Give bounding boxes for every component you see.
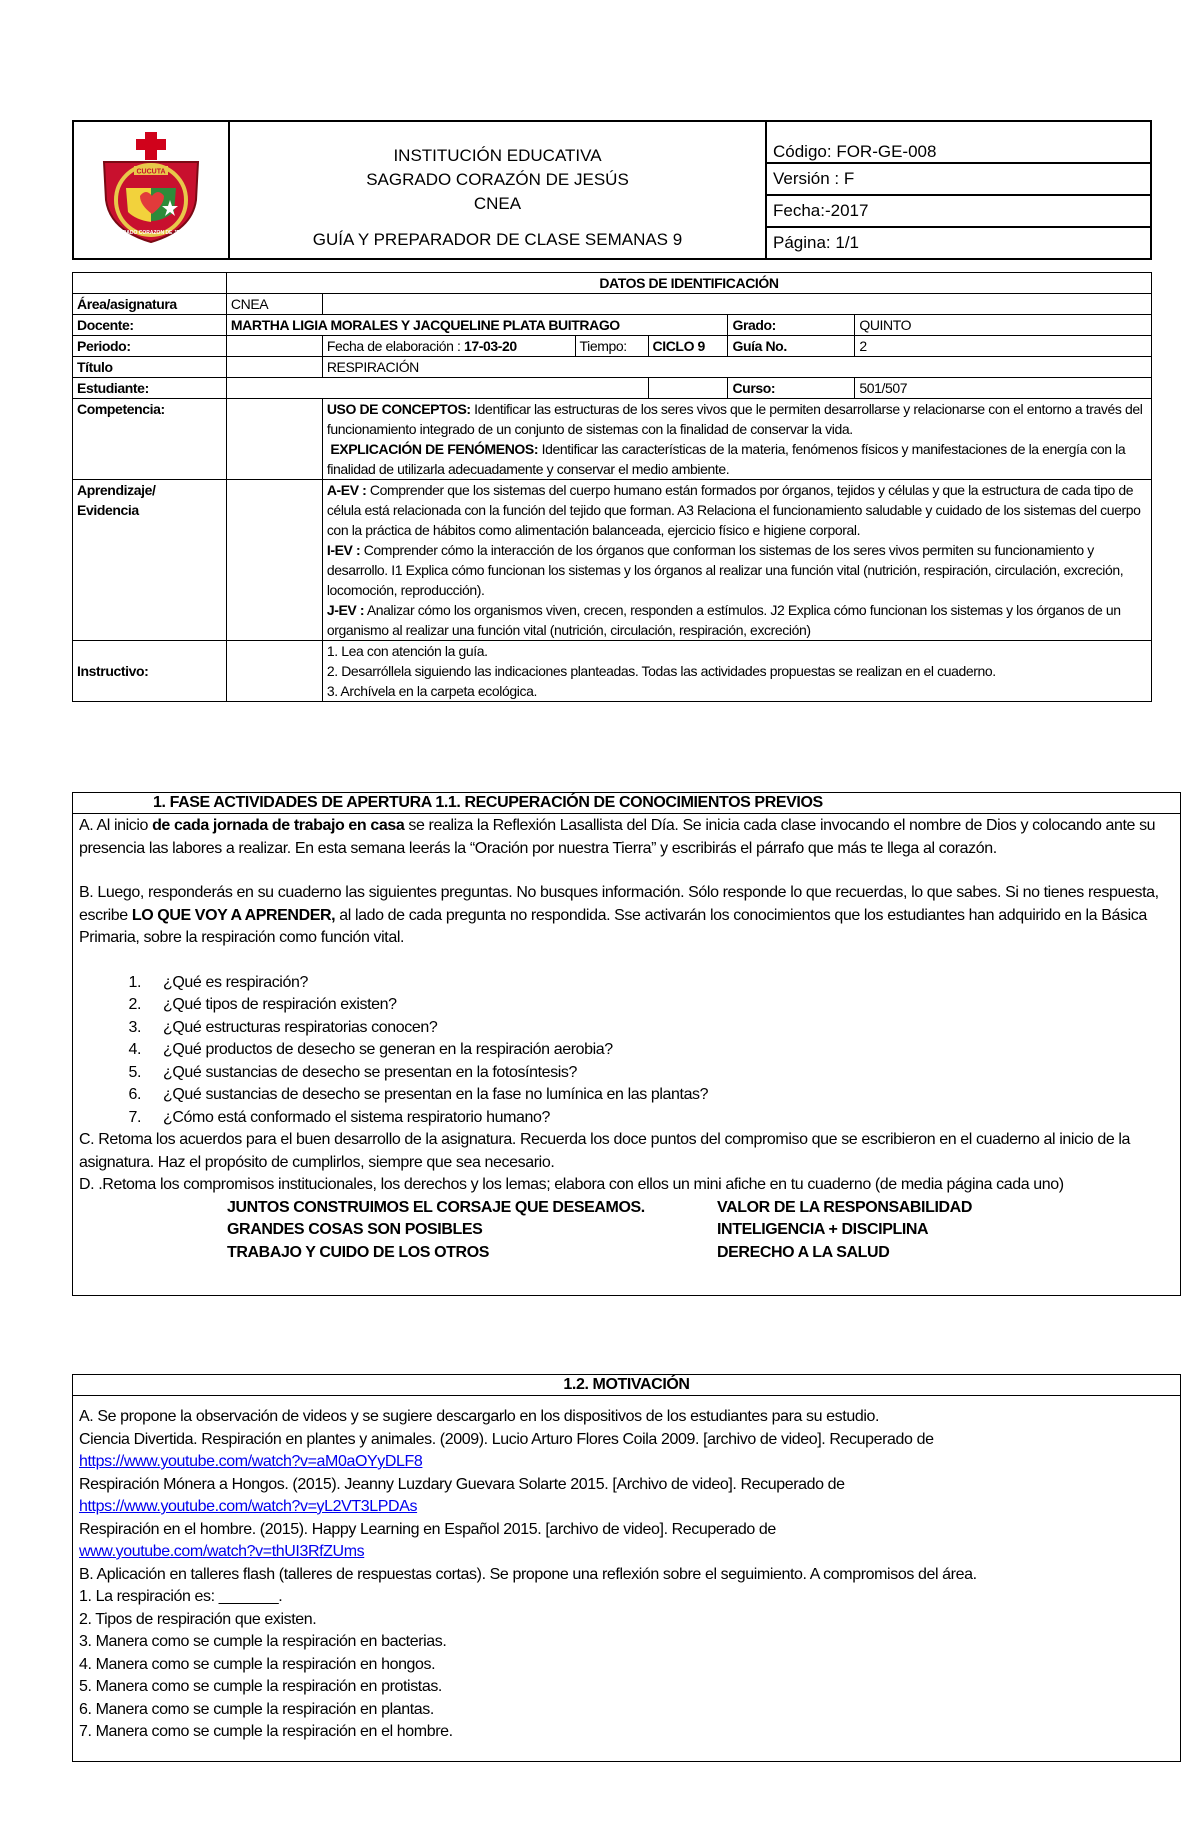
institution-line-3: CNEA <box>473 194 522 213</box>
identification-table <box>72 272 1152 702</box>
question-text: ¿Qué sustancias de desecho se presentan en la fotosíntesis? <box>163 1063 578 1081</box>
institution-line-1: INSTITUCIÓN EDUCATIVA <box>393 146 602 165</box>
question-text: ¿Cómo está conformado el sistema respiratorio humano? <box>163 1108 550 1126</box>
estudiante-value <box>226 378 648 399</box>
question-number: 3. <box>128 1018 141 1036</box>
question-number: 5. <box>128 1063 141 1081</box>
video-ref-3: Respiración en el hombre. (2015). Happy Learning en Español 2015. [archivo de video]. Recuperado de <box>79 1520 776 1538</box>
aev-head: A-EV : <box>326 482 367 498</box>
chant-right: VALOR DE LA RESPONSABILIDAD <box>717 1198 972 1216</box>
jev-head: J-EV : <box>326 602 365 618</box>
chant-row <box>79 1242 1174 1265</box>
school-logo <box>96 130 206 245</box>
grado-label: Grado: <box>728 315 855 336</box>
instructivo-item: 1. Lea con atención la guía. <box>326 643 488 659</box>
fase1-b-post: al lado de cada pregunta no respondida. Sse activarán los conocimientos que los estudiantes han adquirido en la Básica Primaria, sobre la respiración como función vital. <box>79 906 1147 946</box>
question-text: ¿Qué tipos de respiración existen? <box>163 996 397 1013</box>
list-item <box>79 994 1174 1017</box>
iev-text: Comprender cómo la interacción de los órganos que conforman los sistemas de los seres vivos permiten su funcionamiento y desarrollo. I1 Explica cómo funcionan los sistemas y los órganos al realizar una función vital (nutrición, respiración, circulación, excreción, locomoción, reproducción). <box>326 542 1124 598</box>
guia-label: Guía No. <box>728 336 855 357</box>
question-text: ¿Qué es respiración? <box>163 973 308 991</box>
list-item <box>79 972 1174 995</box>
aprendizaje-label-2: Evidencia <box>77 502 139 518</box>
logo-ring-text: SAGRADO CORAZON DE JESUS <box>111 230 191 236</box>
question-number: 6. <box>128 1086 141 1103</box>
fase1-paragraph-c: C. Retoma los acuerdos para el buen desarrollo de la asignatura. Recuerda los doce puntos del compromiso que se escribieron en el cuaderno al inicio de la asignatura. Haz el propósito de cumplirlos, siempre que sea necesario. <box>79 1131 1131 1171</box>
video-link-2[interactable]: https://www.youtube.com/watch?v=yL2VT3LPDAs <box>79 1498 418 1515</box>
estudiante-label: Estudiante: <box>73 378 227 399</box>
guide-title: GUÍA Y PREPARADOR DE CLASE SEMANAS 9 <box>312 230 683 249</box>
docente-value: MARTHA LIGIA MORALES Y JACQUELINE PLATA BUITRAGO <box>226 315 728 336</box>
fase1-title: 1. FASE ACTIVIDADES DE APERTURA 1.1. RECUPERACIÓN DE CONOCIMIENTOS PREVIOS <box>73 793 1180 814</box>
titulo-label: Título <box>73 357 227 378</box>
list-item <box>79 1107 1174 1130</box>
periodo-label: Periodo: <box>73 336 227 357</box>
aev-text: Comprender que los sistemas del cuerpo humano están formados por órganos, tejidos y células y que la estructura de cada tipo de célula está relacionada con la función del tejido que forman. A3 Relaciona el funcionamiento saludable y cuidado de los sistemas del cuerpo con la práctica de hábitos como alimentación balanceada, ejercicio físico e higiene corporal. <box>326 482 1141 538</box>
list-item <box>79 1084 1174 1107</box>
tiempo-value: CICLO 9 <box>648 336 728 357</box>
grado-value: QUINTO <box>855 315 1152 336</box>
chant-left: JUNTOS CONSTRUIMOS EL CORSAJE QUE DESEAMOS. <box>227 1198 645 1216</box>
guia-value: 2 <box>855 336 1152 357</box>
comp1-text: Identificar las estructuras de los seres vivos que le permiten desarrollarse y relacionarse con el entorno a través del funcionamiento integrado de un conjunto de sistemas con la finalidad de conservar la vida. <box>326 401 1143 437</box>
curso-value: 501/507 <box>855 378 1152 399</box>
titulo-value: RESPIRACIÓN <box>322 357 1151 378</box>
pagina: Página: 1/1 <box>766 227 1151 259</box>
list-item: 4. Manera como se cumple la respiración en hongos. <box>79 1655 436 1673</box>
iev-head: I-EV : <box>326 542 361 558</box>
list-item: 3. Manera como se cumple la respiración en bacterias. <box>79 1633 447 1650</box>
jev-text: Analizar cómo los organismos viven, crecen, responden a estímulos. J2 Explica cómo funcionan los sistemas y los órganos de un organismo al realizar una función vital (nutrición, circulación, respiración, excreción) <box>326 602 1121 638</box>
tiempo-label: Tiempo: <box>575 336 648 357</box>
instructivo-item: 3. Archívela en la carpeta ecológica. <box>326 683 537 699</box>
fase1-a-post: se realiza la Reflexión Lasallista del Día. Se inicia cada clase invocando el nombre de Dios y colocando ante su presencia las labores a realizar. En esta semana leerás la “Oración por nuestra Tierra” y escribirás el párrafo que más te llega al corazón. <box>79 817 1156 857</box>
area-label: Área/asignatura <box>73 294 227 315</box>
question-number: 7. <box>128 1108 141 1126</box>
competencia-text <box>322 399 1151 480</box>
docente-label: Docente: <box>73 315 227 336</box>
institution-cell <box>229 121 766 259</box>
chant-right: DERECHO A LA SALUD <box>717 1243 890 1261</box>
question-list <box>79 972 1174 1130</box>
logo-text: CUCUTA <box>136 168 166 176</box>
question-text: ¿Qué sustancias de desecho se presentan en la fase no lumínica en las plantas? <box>163 1086 709 1103</box>
question-number: 2. <box>128 996 141 1013</box>
id-title: DATOS DE IDENTIFICACIÓN <box>226 273 1151 294</box>
question-text: ¿Qué productos de desecho se generan en la respiración aerobia? <box>163 1041 613 1058</box>
fecha: Fecha:-2017 <box>766 195 1151 227</box>
aprendizaje-label <box>73 480 227 641</box>
fase1-a-bold: de cada jornada de trabajo en casa <box>152 817 405 834</box>
fecha-elaboracion <box>322 336 575 357</box>
fase1-a-pre: A. Al inicio <box>79 817 153 834</box>
video-ref-1: Ciencia Divertida. Respiración en plantes y animales. (2009). Lucio Arturo Flores Coila 2009. [archivo de video]. Recuperado de <box>79 1430 934 1448</box>
motivacion-section <box>72 1374 1181 1762</box>
area-value: CNEA <box>226 294 322 315</box>
competencia-label: Competencia: <box>73 399 227 480</box>
evidencia-text <box>322 480 1151 641</box>
fase1-b-pre: B. Luego, responderás en su cuaderno las siguientes preguntas. No busques información. Sólo responde lo que recuerdas, lo que sabes. Si no tienes respuesta, escribe <box>79 884 1159 924</box>
video-ref-2: Respiración Mónera a Hongos. (2015). Jeanny Luzdary Guevara Solarte 2015. [Archivo de video]. Recuperado de <box>79 1475 845 1493</box>
chant-left: GRANDES COSAS SON POSIBLES <box>227 1221 483 1238</box>
version: Versión : F <box>766 163 1151 195</box>
curso-label: Curso: <box>728 378 855 399</box>
logo-cell <box>73 121 229 259</box>
comp2-head: EXPLICACIÓN DE FENÓMENOS: <box>330 441 539 457</box>
comp1-head: USO DE CONCEPTOS: <box>326 401 471 417</box>
instructivo-list <box>322 641 1151 702</box>
list-item <box>79 1039 1174 1062</box>
chant-left: TRABAJO Y CUIDO DE LOS OTROS <box>227 1243 490 1261</box>
list-item: 6. Manera como se cumple la respiración en plantas. <box>79 1700 434 1718</box>
instructivo-item: 2. Desarróllela siguiendo las indicaciones planteadas. Todas las actividades propuestas se realizan en el cuaderno. <box>326 663 996 679</box>
question-number: 1. <box>128 973 141 991</box>
list-item <box>79 1062 1174 1085</box>
list-item: 5. Manera como se cumple la respiración en protistas. <box>79 1678 442 1695</box>
fecha-label: Fecha de elaboración : <box>326 338 461 354</box>
motivacion-title: 1.2. MOTIVACIÓN <box>73 1375 1180 1396</box>
fase1-paragraph-d: D. .Retoma los compromisos institucionales, los derechos y los lemas; elabora con ellos un mini afiche en tu cuaderno (de media página cada uno) <box>79 1176 1064 1193</box>
fase1-paragraph-a <box>79 815 1174 860</box>
chant-row <box>79 1219 1174 1242</box>
chant-right: INTELIGENCIA + DISCIPLINA <box>717 1221 929 1238</box>
fase1-paragraph-b <box>79 882 1174 950</box>
motivacion-a: A. Se propone la observación de videos y se sugiere descargarlo en los dispositivos de los estudiantes para su estudio. <box>79 1408 880 1425</box>
question-text: ¿Qué estructuras respiratorias conocen? <box>163 1018 438 1036</box>
aprendizaje-label-1: Aprendizaje/ <box>77 482 156 498</box>
list-item <box>79 1017 1174 1040</box>
fecha-value: 17-03-20 <box>463 338 517 354</box>
video-link-1[interactable]: https://www.youtube.com/watch?v=aM0aOYyDLF8 <box>79 1453 423 1470</box>
comp2-text: Identificar las características de la materia, fenómenos físicos y manifestaciones de la energía con la finalidad de utilizarla adecuadamente y conservar el medio ambiente. <box>326 441 1126 477</box>
instructivo-label: Instructivo: <box>73 641 227 702</box>
list-item: 7. Manera como se cumple la respiración en el hombre. <box>79 1723 453 1740</box>
codigo: Código: FOR-GE-008 <box>766 121 1151 163</box>
list-item: 2. Tipos de respiración que existen. <box>79 1610 317 1628</box>
fase1-section <box>72 792 1181 1296</box>
institution-line-2: SAGRADO CORAZÓN DE JESÚS <box>366 170 629 189</box>
video-link-3[interactable]: www.youtube.com/watch?v=thUI3RfZUms <box>79 1543 365 1560</box>
question-number: 4. <box>128 1041 141 1058</box>
document-header <box>72 120 1152 260</box>
list-item: 1. La respiración es: _______. <box>79 1588 283 1605</box>
fase1-b-bold: LO QUE VOY A APRENDER, <box>131 906 336 924</box>
chant-row <box>79 1197 1174 1220</box>
motivacion-b: B. Aplicación en talleres flash (talleres de respuestas cortas). Se propone una reflexión sobre el seguimiento. A compromisos del área. <box>79 1565 977 1583</box>
